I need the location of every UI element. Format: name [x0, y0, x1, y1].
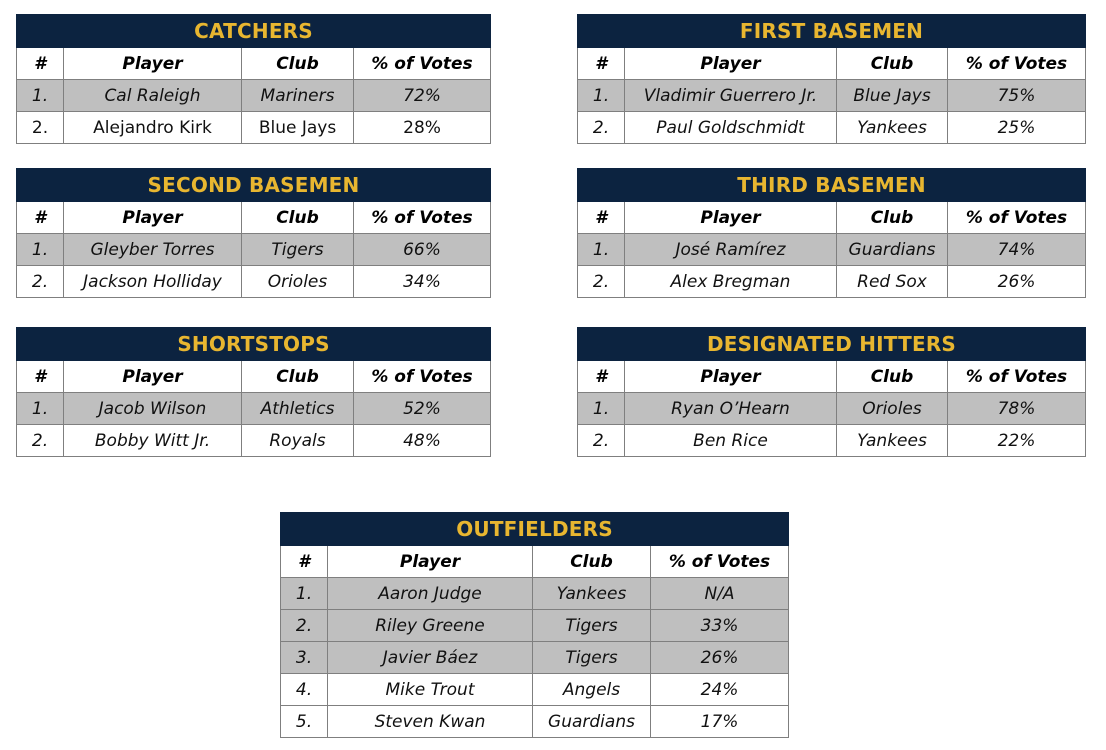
col-player: Player: [328, 546, 533, 578]
cell-votes: 25%: [948, 112, 1086, 144]
cell-votes: 66%: [354, 234, 491, 266]
col-player: Player: [64, 48, 242, 80]
cell-club: Yankees: [837, 112, 948, 144]
cell-club: Blue Jays: [242, 112, 354, 144]
cell-club: Red Sox: [837, 266, 948, 298]
col-num: #: [17, 202, 64, 234]
cell-votes: 24%: [651, 674, 789, 706]
table-row: [281, 642, 789, 674]
col-votes: % of Votes: [354, 361, 491, 393]
table-row: [578, 393, 1086, 425]
cell-player: Jackson Holliday: [64, 266, 242, 298]
col-num: #: [578, 361, 625, 393]
col-votes: % of Votes: [354, 48, 491, 80]
col-player: Player: [64, 202, 242, 234]
table-row: [17, 266, 491, 298]
col-club: Club: [837, 202, 948, 234]
table-row: [578, 112, 1086, 144]
table-title: SECOND BASEMEN: [17, 169, 491, 202]
cell-num: 4.: [281, 674, 328, 706]
cell-num: 2.: [578, 266, 625, 298]
table-title: CATCHERS: [17, 15, 491, 48]
shortstops-table: [16, 327, 491, 457]
table-row: [578, 425, 1086, 457]
cell-num: 1.: [17, 80, 64, 112]
cell-votes: 22%: [948, 425, 1086, 457]
cell-player: Riley Greene: [328, 610, 533, 642]
col-club: Club: [837, 48, 948, 80]
table-row: [281, 674, 789, 706]
cell-player: Steven Kwan: [328, 706, 533, 738]
col-player: Player: [625, 48, 837, 80]
col-player: Player: [625, 361, 837, 393]
designated-hitters-table: [577, 327, 1086, 457]
col-player: Player: [64, 361, 242, 393]
table-row: [578, 80, 1086, 112]
col-club: Club: [242, 48, 354, 80]
table-title: THIRD BASEMEN: [578, 169, 1086, 202]
col-club: Club: [242, 361, 354, 393]
cell-votes: 78%: [948, 393, 1086, 425]
cell-player: Bobby Witt Jr.: [64, 425, 242, 457]
second-basemen-table: [16, 168, 491, 298]
col-votes: % of Votes: [651, 546, 789, 578]
cell-votes: 74%: [948, 234, 1086, 266]
cell-num: 2.: [17, 425, 64, 457]
cell-player: José Ramírez: [625, 234, 837, 266]
cell-player: Javier Báez: [328, 642, 533, 674]
table-title: DESIGNATED HITTERS: [578, 328, 1086, 361]
cell-num: 1.: [281, 578, 328, 610]
cell-votes: 52%: [354, 393, 491, 425]
cell-player: Alex Bregman: [625, 266, 837, 298]
cell-club: Orioles: [242, 266, 354, 298]
cell-club: Guardians: [837, 234, 948, 266]
cell-club: Tigers: [533, 610, 651, 642]
cell-votes: 33%: [651, 610, 789, 642]
cell-player: Jacob Wilson: [64, 393, 242, 425]
cell-votes: 26%: [651, 642, 789, 674]
col-club: Club: [837, 361, 948, 393]
cell-club: Yankees: [533, 578, 651, 610]
first-basemen-table: [577, 14, 1086, 144]
cell-votes: 28%: [354, 112, 491, 144]
cell-player: Mike Trout: [328, 674, 533, 706]
cell-num: 2.: [17, 266, 64, 298]
cell-votes: 34%: [354, 266, 491, 298]
outfielders-table: [280, 512, 789, 738]
cell-num: 2.: [17, 112, 64, 144]
cell-num: 1.: [578, 393, 625, 425]
col-player: Player: [625, 202, 837, 234]
col-num: #: [17, 48, 64, 80]
cell-votes: 17%: [651, 706, 789, 738]
col-club: Club: [533, 546, 651, 578]
col-votes: % of Votes: [354, 202, 491, 234]
cell-player: Paul Goldschmidt: [625, 112, 837, 144]
table-title: FIRST BASEMEN: [578, 15, 1086, 48]
col-num: #: [578, 48, 625, 80]
cell-player: Aaron Judge: [328, 578, 533, 610]
cell-club: Angels: [533, 674, 651, 706]
col-votes: % of Votes: [948, 361, 1086, 393]
table-row: [281, 578, 789, 610]
cell-num: 5.: [281, 706, 328, 738]
table-row: [17, 425, 491, 457]
cell-num: 3.: [281, 642, 328, 674]
cell-num: 1.: [17, 234, 64, 266]
cell-player: Ben Rice: [625, 425, 837, 457]
col-num: #: [578, 202, 625, 234]
table-row: [17, 393, 491, 425]
cell-player: Vladimir Guerrero Jr.: [625, 80, 837, 112]
col-club: Club: [242, 202, 354, 234]
table-title: SHORTSTOPS: [17, 328, 491, 361]
cell-num: 1.: [578, 234, 625, 266]
table-row: [281, 706, 789, 738]
col-votes: % of Votes: [948, 48, 1086, 80]
cell-club: Tigers: [533, 642, 651, 674]
cell-votes: 72%: [354, 80, 491, 112]
cell-club: Blue Jays: [837, 80, 948, 112]
col-votes: % of Votes: [948, 202, 1086, 234]
table-row: [578, 266, 1086, 298]
table-row: [17, 234, 491, 266]
cell-num: 1.: [578, 80, 625, 112]
cell-club: Athletics: [242, 393, 354, 425]
cell-club: Orioles: [837, 393, 948, 425]
catchers-table: [16, 14, 491, 144]
cell-num: 2.: [578, 112, 625, 144]
cell-num: 2.: [578, 425, 625, 457]
cell-club: Royals: [242, 425, 354, 457]
table-row: [281, 610, 789, 642]
cell-player: Cal Raleigh: [64, 80, 242, 112]
cell-club: Guardians: [533, 706, 651, 738]
cell-player: Alejandro Kirk: [64, 112, 242, 144]
cell-num: 1.: [17, 393, 64, 425]
cell-club: Yankees: [837, 425, 948, 457]
cell-player: Ryan O’Hearn: [625, 393, 837, 425]
cell-num: 2.: [281, 610, 328, 642]
third-basemen-table: [577, 168, 1086, 298]
cell-votes: 48%: [354, 425, 491, 457]
table-row: [578, 234, 1086, 266]
cell-votes: N/A: [651, 578, 789, 610]
col-num: #: [281, 546, 328, 578]
table-row: [17, 80, 491, 112]
table-title: OUTFIELDERS: [281, 513, 789, 546]
cell-votes: 26%: [948, 266, 1086, 298]
cell-votes: 75%: [948, 80, 1086, 112]
cell-club: Mariners: [242, 80, 354, 112]
table-row: [17, 112, 491, 144]
cell-player: Gleyber Torres: [64, 234, 242, 266]
cell-club: Tigers: [242, 234, 354, 266]
col-num: #: [17, 361, 64, 393]
